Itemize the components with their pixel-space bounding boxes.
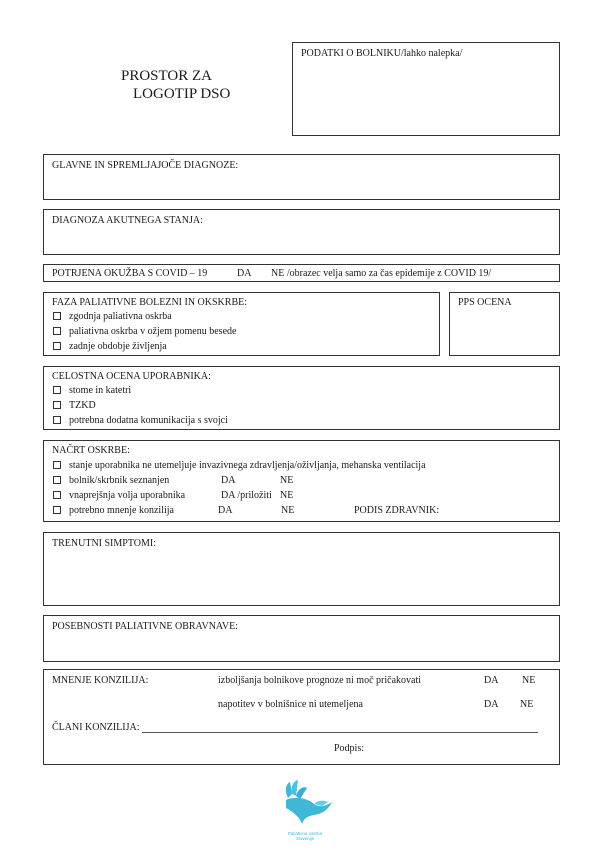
- plan-checkbox-no-invasive[interactable]: [53, 461, 61, 469]
- pps-score-label: PPS OCENA: [458, 297, 512, 308]
- plan-advance-will-da[interactable]: DA /priložiti: [221, 490, 272, 501]
- pps-score-box[interactable]: [449, 292, 560, 356]
- footer-logo-text-1: Paliativna oskrba: [287, 831, 323, 836]
- plan-item-council: potrebno mnenje konzilija: [69, 505, 174, 516]
- covid-ne[interactable]: NE /obrazec velja samo za čas epidemije z COVID 19/: [271, 268, 492, 279]
- patient-data-label: PODATKI O BOLNIKU/lahko nalepka/: [301, 48, 463, 59]
- assessment-item-stoma: stome in katetri: [69, 385, 132, 396]
- covid-da[interactable]: DA: [237, 268, 252, 279]
- acute-diagnosis-box[interactable]: [43, 209, 560, 255]
- assessment-checkbox-stoma[interactable]: [53, 386, 61, 394]
- doctor-signature-label: PODIS ZDRAVNIK:: [354, 505, 440, 516]
- phase-item-end-of-life: zadnje obdobje življenja: [69, 341, 167, 352]
- phase-item-early: zgodnja paliativna oskrba: [69, 311, 172, 322]
- plan-item-no-invasive: stanje uporabnika ne utemeljuje invazivnega zdravljenja/oživljanja, mehanska ventilacija: [69, 460, 426, 471]
- bird-hand-icon: [274, 778, 336, 830]
- council-opinion-label: MNENJE KONZILIJA:: [52, 675, 149, 686]
- phase-checkbox-early[interactable]: [53, 312, 61, 320]
- logo-placeholder-line2: LOGOTIP DSO: [133, 86, 231, 102]
- assessment-item-tzkd: TZKD: [69, 400, 96, 411]
- current-symptoms-label: TRENUTNI SIMPTOMI:: [52, 538, 156, 549]
- footer-logo-text-2: Slovenije: [295, 836, 315, 841]
- council-row2-text: napotitev v bolnišnice ni utemeljena: [218, 699, 363, 710]
- palliative-phase-title: FAZA PALIATIVNE BOLEZNI IN OKSKRBE:: [52, 297, 247, 308]
- plan-council-ne[interactable]: NE: [281, 505, 295, 516]
- acute-diagnosis-label: DIAGNOZA AKUTNEGA STANJA:: [52, 215, 203, 226]
- plan-council-da[interactable]: DA: [218, 505, 233, 516]
- covid-box[interactable]: [43, 264, 560, 282]
- council-members-label: ČLANI KONZILIJA:: [52, 722, 140, 733]
- assessment-checkbox-communication[interactable]: [53, 416, 61, 424]
- phase-checkbox-narrow[interactable]: [53, 327, 61, 335]
- footer-logo: [274, 778, 336, 830]
- palliative-specifics-box[interactable]: [43, 615, 560, 662]
- plan-item-informed: bolnik/skrbnik seznanjen: [69, 475, 170, 486]
- plan-checkbox-council[interactable]: [53, 506, 61, 514]
- plan-informed-da[interactable]: DA: [221, 475, 236, 486]
- diagnoses-label: GLAVNE IN SPREMLJAJOČE DIAGNOZE:: [52, 160, 239, 171]
- current-symptoms-box[interactable]: [43, 532, 560, 606]
- council-opinion-box: [43, 669, 560, 765]
- assessment-title: CELOSTNA OCENA UPORABNIKA:: [52, 371, 211, 382]
- care-plan-box: [43, 440, 560, 522]
- diagnoses-box[interactable]: [43, 154, 560, 200]
- council-row2-ne[interactable]: NE: [520, 699, 534, 710]
- plan-advance-will-ne[interactable]: NE: [280, 490, 294, 501]
- council-row1-ne[interactable]: NE: [522, 675, 536, 686]
- patient-data-box[interactable]: [292, 42, 560, 136]
- phase-item-narrow: paliativna oskrba v ožjem pomenu besede: [69, 326, 237, 337]
- council-row2-da[interactable]: DA: [484, 699, 499, 710]
- plan-item-advance-will: vnaprejšnja volja uporabnika: [69, 490, 186, 501]
- council-row1-da[interactable]: DA: [484, 675, 499, 686]
- logo-placeholder-line1: PROSTOR ZA: [121, 68, 212, 84]
- council-signature-label: Podpis:: [334, 743, 365, 754]
- palliative-specifics-label: POSEBNOSTI PALIATIVNE OBRAVNAVE:: [52, 621, 238, 632]
- council-members-line[interactable]: [142, 732, 538, 733]
- council-row1-text: izboljšanja bolnikove prognoze ni moč pričakovati: [218, 675, 421, 686]
- assessment-item-communication: potrebna dodatna komunikacija s svojci: [69, 415, 228, 426]
- plan-checkbox-advance-will[interactable]: [53, 491, 61, 499]
- plan-informed-ne[interactable]: NE: [280, 475, 294, 486]
- palliative-phase-box: [43, 292, 440, 356]
- phase-checkbox-end-of-life[interactable]: [53, 342, 61, 350]
- covid-label: POTRJENA OKUŽBA S COVID – 19: [52, 268, 208, 279]
- care-plan-title: NAČRT OSKRBE:: [52, 445, 130, 456]
- user-assessment-box: [43, 366, 560, 430]
- assessment-checkbox-tzkd[interactable]: [53, 401, 61, 409]
- plan-checkbox-informed[interactable]: [53, 476, 61, 484]
